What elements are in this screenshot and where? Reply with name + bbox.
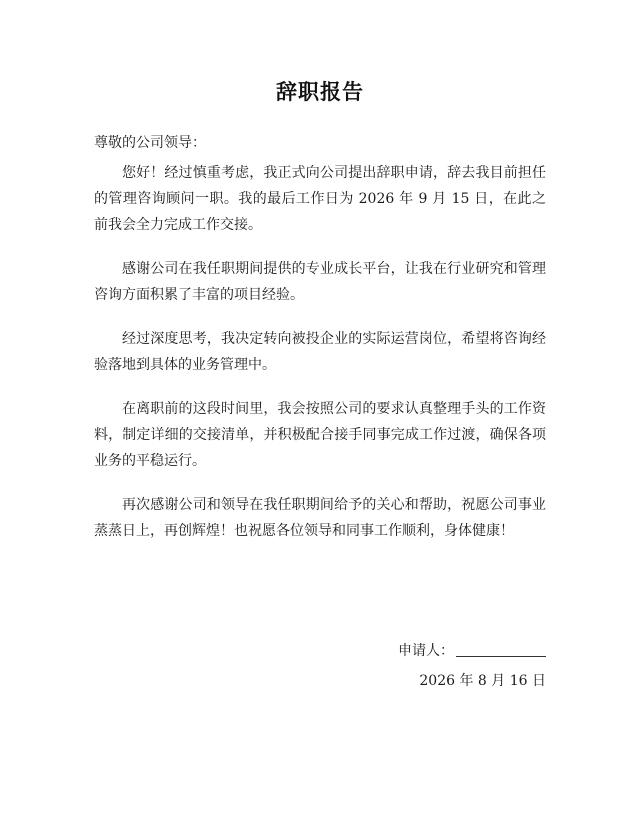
paragraph-4: 在离职前的这段时间里，我会按照公司的要求认真整理手头的工作资料，制定详细的交接清单，并积极配合接手同事完成工作过渡，确保各项业务的平稳运行。: [94, 401, 546, 469]
salutation: 尊敬的公司领导：: [94, 135, 206, 151]
document-title: 辞职报告: [276, 80, 364, 104]
applicant-label: 申请人：: [398, 643, 454, 659]
paragraph-5: 再次感谢公司和领导在我任职期间给予的关心和帮助，祝愿公司事业蒸蒸日上，再创辉煌！也祝愿各位领导和同事工作顺利，身体健康！: [94, 497, 546, 539]
signature-block: [398, 638, 546, 664]
letter-body: [94, 160, 546, 562]
paragraph-1: 您好！经过慎重考虑，我正式向公司提出辞职申请，辞去我目前担任的管理咨询顾问一职。我的最后工作日为 2026 年 9 月 15 日，在此之前我会全力完成工作交接。: [94, 165, 546, 233]
paragraph-3: 经过深度思考，我决定转向被投企业的实际运营岗位，希望将咨询经验落地到具体的业务管理中。: [94, 331, 546, 373]
paragraph-2: 感谢公司在我任职期间提供的专业成长平台，让我在行业研究和管理咨询方面积累了丰富的项目经验。: [94, 261, 546, 303]
signature-line: [456, 640, 546, 657]
letter-date: 2026 年 8 月 16 日: [419, 673, 546, 689]
